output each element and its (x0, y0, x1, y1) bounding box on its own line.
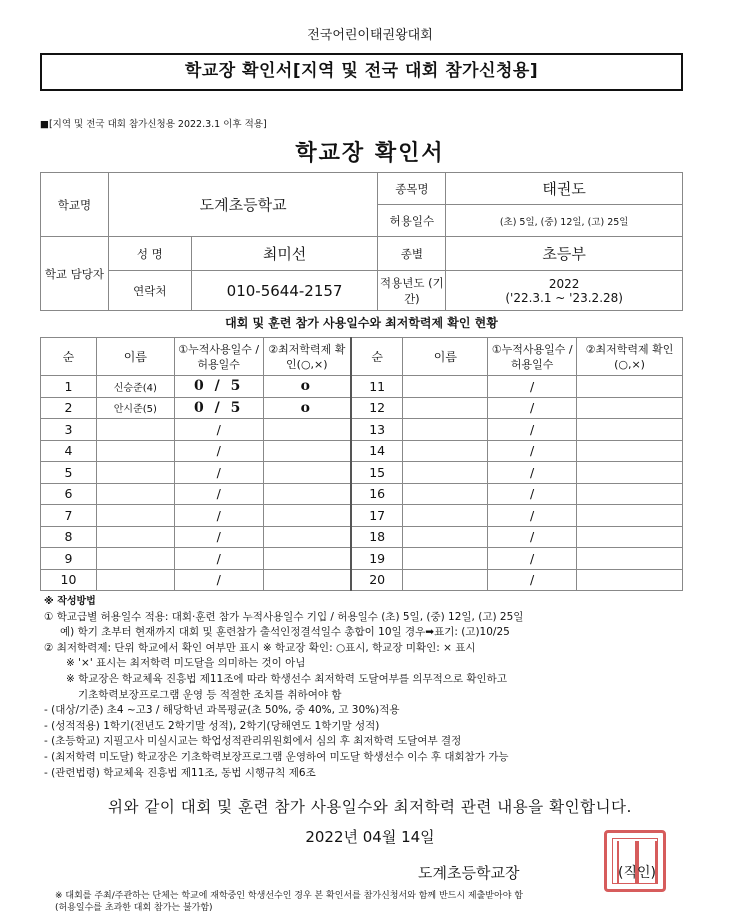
instruction-line: ① 학교급별 허용일수 적용: 대회·훈련 참가 누적사용일수 기입 / 허용일수 (초) 5일, (중) 12일, (고) 25일 (44, 610, 524, 623)
manager-name: 최미선 (191, 237, 378, 271)
manager-label: 학교 담당자 (41, 237, 109, 311)
contact-label: 연락처 (108, 271, 191, 311)
row-number: 17 (351, 505, 403, 527)
days-used: / (488, 548, 577, 570)
contact-value: 010-5644-2157 (191, 271, 378, 311)
min-academic-check (263, 548, 351, 570)
issue-date: 2022년 04월 14일 (305, 828, 435, 846)
row-number: 15 (351, 462, 403, 484)
footnote (55, 890, 695, 914)
year-value: 2022 (548, 276, 580, 291)
instruction-line: - (최저학력 미도달) 학교장은 기초학력보장프로그램 운영하여 미도달 학생선수 이수 후 대회참가 가능 (44, 750, 509, 763)
col-no-header: 순 (41, 338, 97, 376)
student-name (403, 440, 488, 462)
period-value: ('22.3.1 ~ '23.2.28) (505, 290, 623, 305)
student-name: 신승준(4) (96, 376, 174, 398)
year-label: 적용년도 (기간) (378, 271, 446, 311)
row-number: 12 (351, 397, 403, 419)
instruction-line: ※ 학교장은 학교체육 진흥법 제11조에 따라 학생선수 최저학력 도달여부를 의무적으로 확인하고 (66, 672, 507, 685)
min-academic-check (263, 440, 351, 462)
student-name (403, 505, 488, 527)
min-academic-check: o (263, 397, 351, 419)
instruction-line: 기초학력보장프로그램 운영 등 적절한 조치를 취하여야 함 (78, 688, 342, 701)
student-name (96, 548, 174, 570)
student-name (96, 440, 174, 462)
document-title: 학교장 확인서 (295, 141, 445, 166)
row-number: 13 (351, 419, 403, 441)
student-name (403, 419, 488, 441)
student-name (96, 483, 174, 505)
min-academic-check (263, 483, 351, 505)
student-name (403, 376, 488, 398)
category-label: 종별 (378, 237, 446, 271)
event-label: 종목명 (378, 173, 446, 205)
row-number: 3 (41, 419, 97, 441)
row-number: 9 (41, 548, 97, 570)
form-title: 학교장 확인서[지역 및 전국 대회 참가신청용] (40, 53, 683, 91)
col-no-header: 순 (351, 338, 403, 376)
days-used: / (488, 419, 577, 441)
footnote-line: ※ 대회를 주최/주관하는 단체는 학교에 재학중인 학생선수인 경우 본 확인서를 참가신청서와 함께 반드시 제출받아야 함 (55, 891, 523, 901)
min-academic-check (577, 483, 683, 505)
days-used: / (174, 526, 263, 548)
min-academic-check (263, 462, 351, 484)
principal-name: 도계초등학교장 (418, 864, 520, 882)
status-row (41, 376, 683, 398)
min-academic-check (577, 462, 683, 484)
student-name (96, 419, 174, 441)
days-used: / (488, 462, 577, 484)
min-academic-check (263, 505, 351, 527)
instruction-line: ② 최저학력제: 단위 학교에서 확인 여부만 표시 ※ 학교장 확인: ○표시, 학교장 미확인: × 표시 (44, 641, 476, 654)
days-used: / (488, 397, 577, 419)
row-number: 4 (41, 440, 97, 462)
school-label: 학교명 (41, 173, 109, 237)
col-name-header: 이름 (403, 338, 488, 376)
status-row (41, 505, 683, 527)
student-name (403, 548, 488, 570)
instruction-line: 예) 학기 초부터 현재까지 대회 및 훈련참가 출석인정결석일수 총합이 10일 경우➡표기: (고)10/25 (60, 626, 510, 639)
student-name (96, 569, 174, 591)
days-used: / (174, 483, 263, 505)
days-used: / (488, 483, 577, 505)
status-row (41, 526, 683, 548)
school-name: 도계초등학교 (108, 173, 378, 237)
status-row (41, 548, 683, 570)
row-number: 11 (351, 376, 403, 398)
applicability-note: ■[지역 및 전국 대회 참가신청용 2022.3.1 이후 적용] (40, 119, 267, 130)
min-academic-check (577, 569, 683, 591)
min-academic-check (577, 526, 683, 548)
student-name (96, 462, 174, 484)
row-number: 14 (351, 440, 403, 462)
row-number: 16 (351, 483, 403, 505)
instructions-heading: ※ 작성방법 (44, 596, 96, 607)
allowed-days-label: 허용일수 (378, 205, 446, 237)
days-used: / (488, 505, 577, 527)
student-name (403, 526, 488, 548)
event-value: 태권도 (446, 173, 683, 205)
student-name (96, 505, 174, 527)
days-used: 0 / 5 (174, 376, 263, 398)
instruction-line: - (초등학교) 지필고사 미실시교는 학업성적관리위원회에서 심의 후 최저학력 도달여부 결정 (44, 735, 462, 748)
min-academic-check (263, 419, 351, 441)
student-name (403, 462, 488, 484)
instruction-line: - (관련법령) 학교체육 진흥법 제11조, 동법 시행규칙 제6조 (44, 766, 316, 779)
col-days-header: ①누적사용일수 /허용일수 (174, 338, 263, 376)
year-cell (446, 271, 683, 311)
days-used: / (174, 548, 263, 570)
allowed-days-value: (초) 5일, (중) 12일, (고) 25일 (446, 205, 683, 237)
row-number: 8 (41, 526, 97, 548)
days-used: / (174, 419, 263, 441)
days-used: / (174, 440, 263, 462)
min-academic-check (577, 548, 683, 570)
days-used: / (488, 440, 577, 462)
status-row (41, 462, 683, 484)
student-name: 안시준(5) (96, 397, 174, 419)
days-used: / (174, 505, 263, 527)
status-row (41, 569, 683, 591)
confirmation-statement: 위와 같이 대회 및 훈련 참가 사용일수와 최저학력 관련 내용을 확인합니다. (108, 798, 632, 816)
days-used: / (174, 569, 263, 591)
row-number: 20 (351, 569, 403, 591)
days-used: / (488, 376, 577, 398)
row-number: 19 (351, 548, 403, 570)
min-academic-check (577, 376, 683, 398)
row-number: 1 (41, 376, 97, 398)
seal-label: (직인) (618, 865, 656, 881)
student-name (403, 569, 488, 591)
col-min-header: ②최저학력제 확인(○,×) (577, 338, 683, 376)
row-number: 10 (41, 569, 97, 591)
info-table (40, 172, 683, 311)
instruction-line: - (성적적용) 1학기(전년도 2학기말 성적), 2학기(당해연도 1학기말 성적) (44, 719, 380, 732)
instruction-line: ※ '×' 표시는 최저학력 미도달을 의미하는 것이 아님 (66, 657, 306, 670)
status-row (41, 397, 683, 419)
days-used: 0 / 5 (174, 397, 263, 419)
col-days-header: ①누적사용일수 /허용일수 (488, 338, 577, 376)
status-title: 대회 및 훈련 참가 사용일수와 최저학력제 확인 현황 (225, 316, 498, 330)
col-name-header: 이름 (96, 338, 174, 376)
organization-name: 전국어린이태권왕대회 (307, 28, 433, 43)
status-row (41, 483, 683, 505)
student-name (403, 483, 488, 505)
status-row (41, 419, 683, 441)
min-academic-check (577, 505, 683, 527)
footnote-line: (허용일수를 초과한 대회 참가는 불가함) (55, 903, 213, 913)
category-value: 초등부 (446, 237, 683, 271)
min-academic-check (577, 419, 683, 441)
min-academic-check (577, 397, 683, 419)
status-table (40, 337, 683, 591)
min-academic-check (263, 569, 351, 591)
name-label: 성 명 (108, 237, 191, 271)
row-number: 7 (41, 505, 97, 527)
min-academic-check (263, 526, 351, 548)
row-number: 2 (41, 397, 97, 419)
status-row (41, 440, 683, 462)
col-min-header: ②최저학력제 확인(○,×) (263, 338, 351, 376)
row-number: 18 (351, 526, 403, 548)
official-seal-stamp (604, 830, 666, 892)
days-used: / (488, 526, 577, 548)
instruction-line: - (대상/기준) 초4 ~고3 / 해당학년 과목평균(초 50%, 중 40%, 고 30%)적용 (44, 704, 400, 717)
student-name (96, 526, 174, 548)
row-number: 6 (41, 483, 97, 505)
writing-instructions (44, 594, 684, 781)
row-number: 5 (41, 462, 97, 484)
student-name (403, 397, 488, 419)
min-academic-check (577, 440, 683, 462)
days-used: / (488, 569, 577, 591)
days-used: / (174, 462, 263, 484)
min-academic-check: o (263, 376, 351, 398)
